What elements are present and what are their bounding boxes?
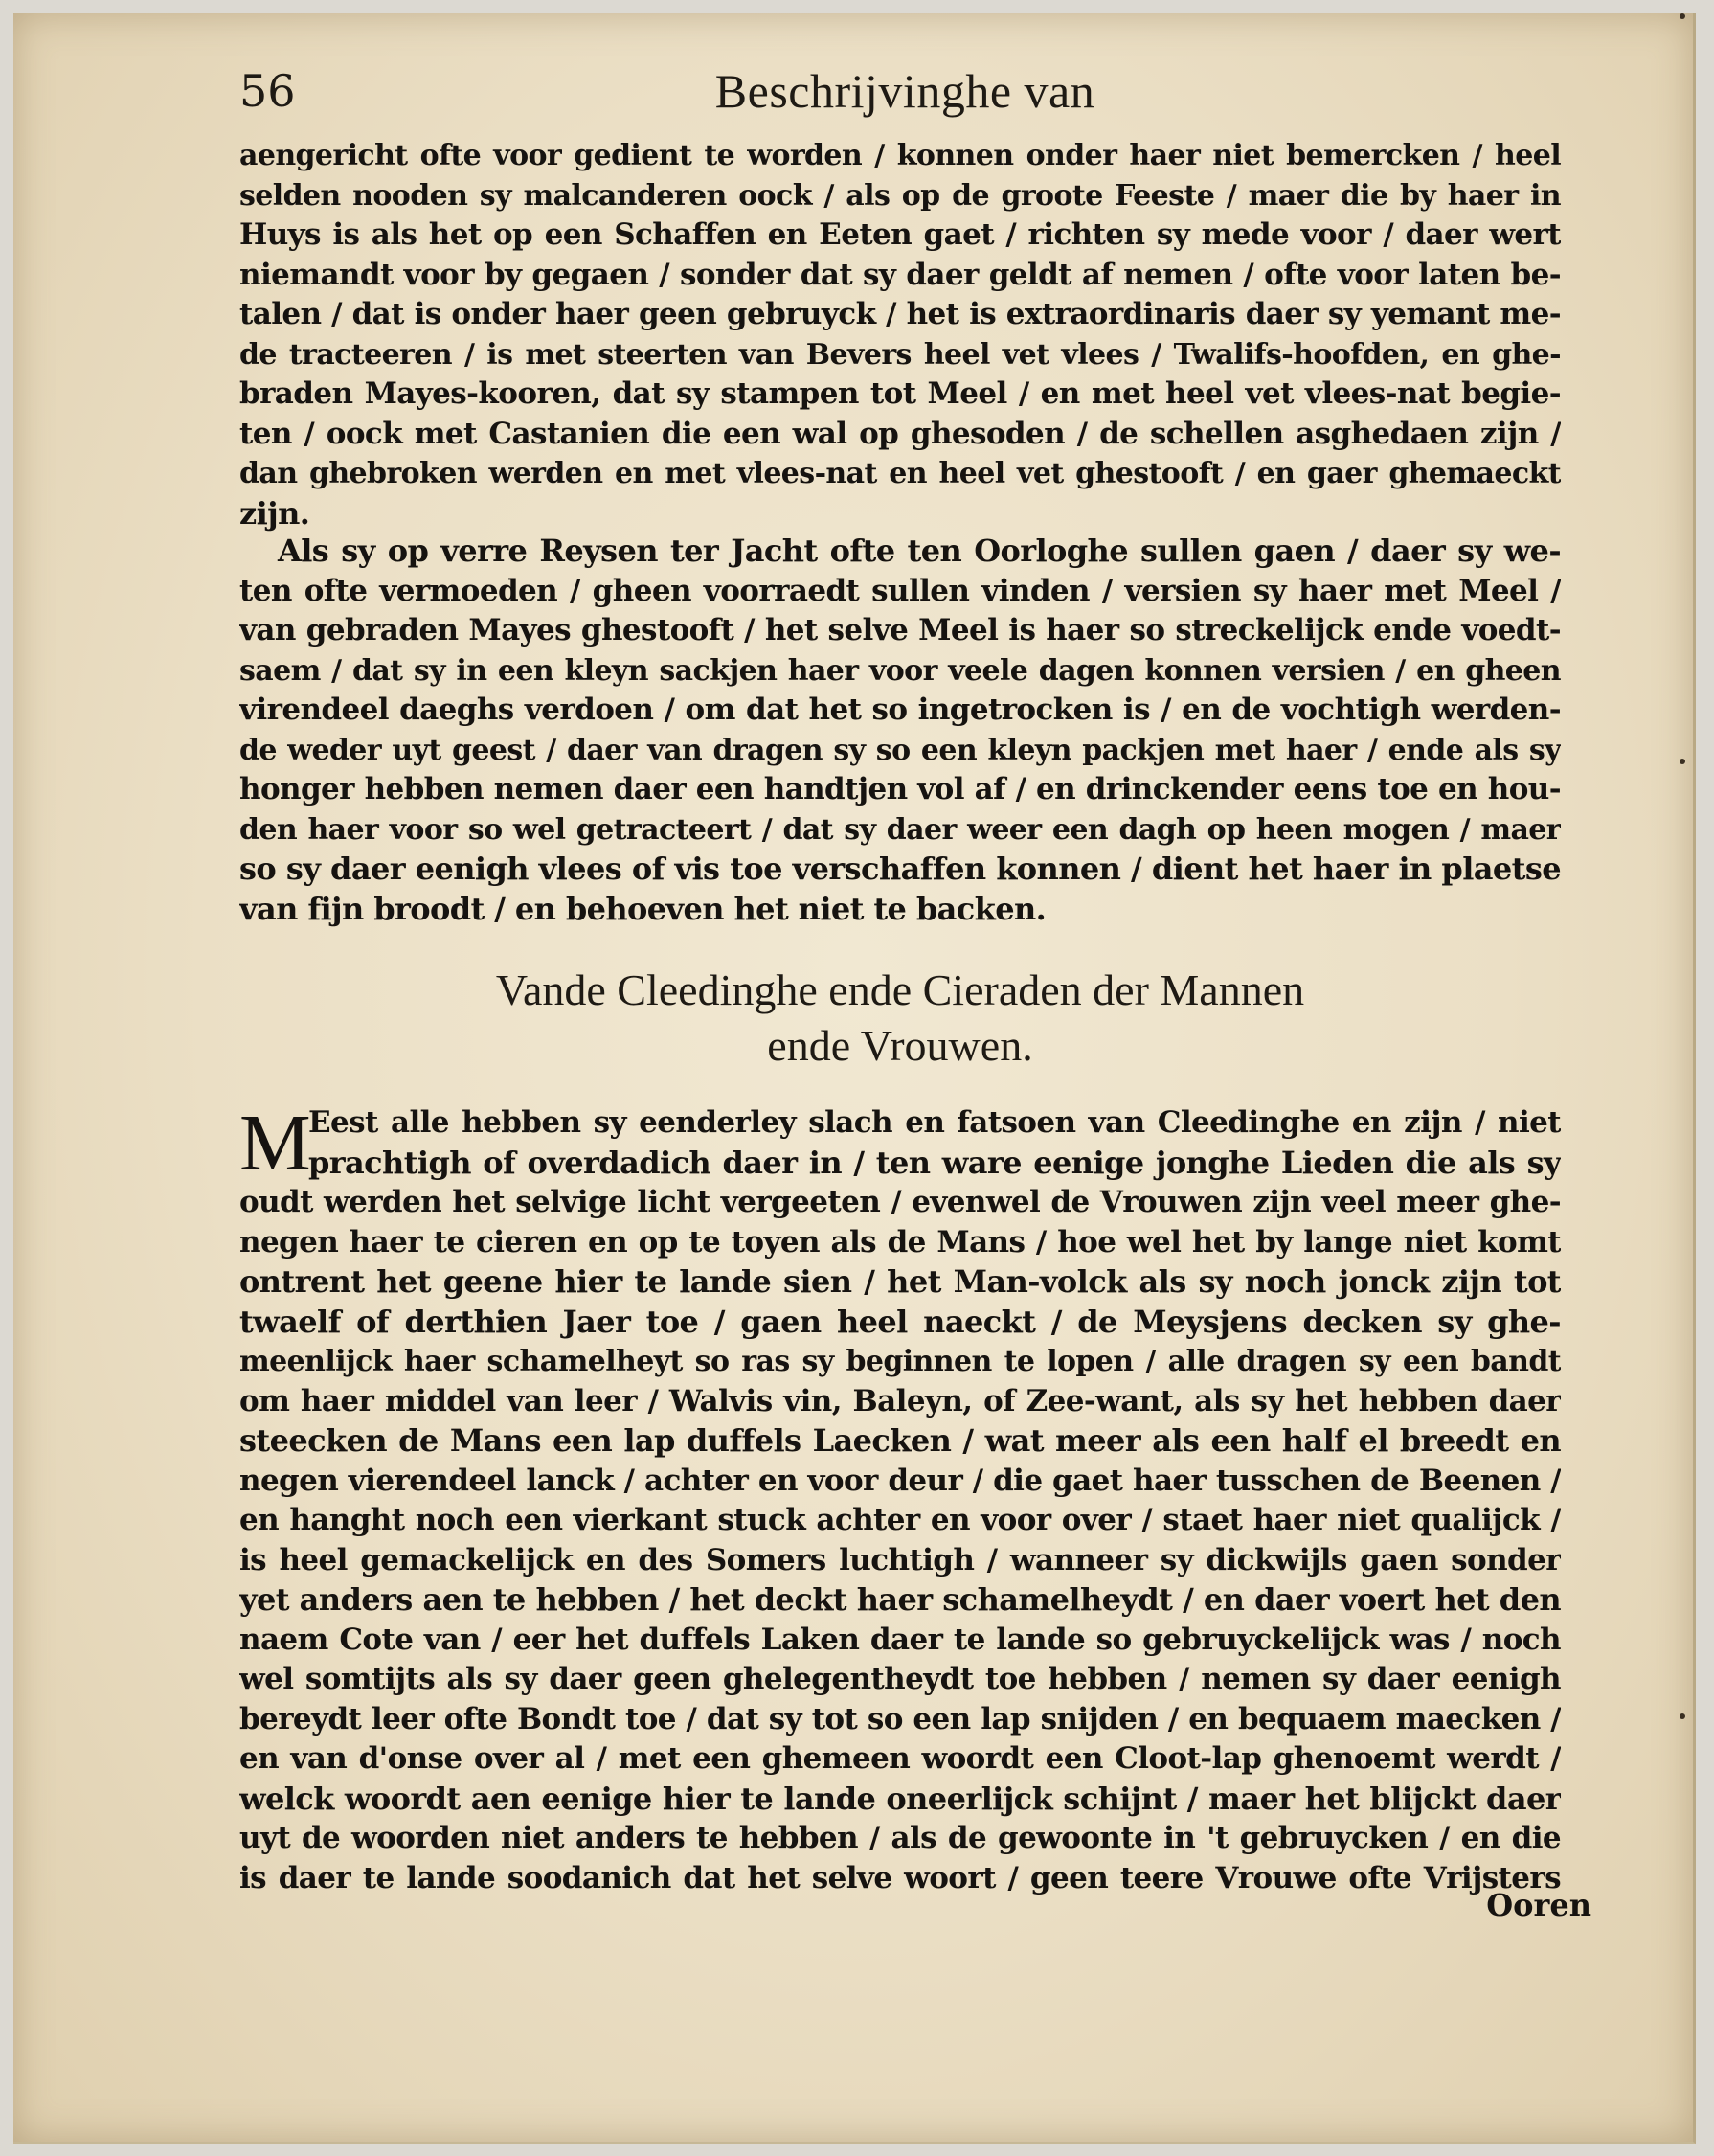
text-line: steecken de Mans een lap duffels Laecken / wat meer als een half el breedt en (239, 1422, 1561, 1459)
text-line: oudt werden het selvige licht vergeeten / evenwel de Vrouwen zijn veel meer ghe- (239, 1185, 1561, 1219)
text-line: Als sy op verre Reysen ter Jacht ofte ten Oorloghe sullen gaen / daer sy we- (278, 533, 1561, 569)
text-line: honger hebben nemen daer een handtjen vol af / en drinckender eens toe en hou- (239, 772, 1561, 806)
text-line: welck woordt aen eenige hier te lande oneerlijck schijnt / maer het blijckt daer (239, 1780, 1561, 1817)
paragraph-2 (239, 532, 1561, 929)
page-edge-mark (1680, 1713, 1685, 1719)
text-line: den haer voor so wel getracteert / dat sy daer weer een dagh op heen mogen / maer (239, 812, 1561, 847)
catchword: Ooren (1486, 1887, 1591, 1923)
text-line: twaelf of derthien Jaer toe / gaen heel naeckt / de Meysjens decken sy ghe- (239, 1303, 1561, 1340)
section-heading-line: ende Vrouwen. (767, 1021, 1033, 1070)
section-heading-line: Vande Cleedinghe ende Cieraden der Mannen (495, 965, 1305, 1014)
text-line: en hanght noch een vierkant stuck achter en voor over / staet haer niet qualijck / (239, 1503, 1561, 1537)
text-line: zijn. (239, 494, 310, 532)
text-line: talen / dat is onder haer geen gebruyck / het is extraordinaris daer sy yemant me- (239, 297, 1561, 331)
paragraph-3 (239, 1099, 1561, 1898)
text-line: negen haer te cieren en op te toyen als de Mans / hoe wel het by lange niet komt (239, 1224, 1561, 1260)
text-line: van gebraden Mayes ghestooft / het selve Meel is haer so streckelijck ende voedt- (239, 613, 1561, 647)
drop-cap-initial: M (239, 1099, 311, 1188)
text-line: saem / dat sy in een kleyn sackjen haer voor veele dagen konnen versien / en gheen (239, 653, 1561, 688)
text-line: so sy daer eenigh vlees of vis toe verschaffen konnen / dient het haer in plaetse (239, 851, 1561, 887)
text-line: aengericht ofte voor gedient te worden / konnen onder haer niet bemercken / heel (239, 139, 1561, 172)
text-line: niemandt voor by gegaen / sonder dat sy daer geldt af nemen / ofte voor laten be- (239, 257, 1561, 292)
page-header (239, 56, 1570, 132)
text-line: negen vierendeel lanck / achter en voor deur / die gaet haer tusschen de Beenen / (239, 1463, 1561, 1498)
text-line: virendeel daeghs verdoen / om dat het so ingetrocken is / en de vochtigh werden- (239, 692, 1561, 727)
text-line: meenlijck haer schamelheyt so ras sy beginnen te lopen / alle dragen sy een bandt (239, 1345, 1561, 1378)
page-edge-mark (1680, 759, 1685, 764)
text-line: om haer middel van leer / Walvis vin, Baleyn, of Zee-want, als sy het hebben daer (239, 1383, 1561, 1418)
text-line: is daer te lande soodanich dat het selve woort / geen teere Vrouwe ofte Vrijsters (239, 1860, 1561, 1895)
paragraph-1 (239, 136, 1561, 533)
text-line: selden nooden sy malcanderen oock / als op de groote Feeste / maer die by haer in (239, 178, 1561, 213)
section-heading (239, 963, 1561, 1074)
text-line: naem Cote van / eer het duffels Laken daer te lande so gebruyckelijck was / noch (239, 1622, 1561, 1657)
text-line: van fijn broodt / en behoeven het niet te backen. (239, 890, 1047, 927)
text-line: wel somtijts als sy daer geen ghelegentheydt toe hebben / nemen sy daer eenigh (239, 1662, 1561, 1696)
text-line: prachtigh of overdadich daer in / ten ware eenige jonghe Lieden die als sy (308, 1144, 1561, 1181)
text-line: ten / oock met Castanien die een wal op ghesoden / de schellen asghedaen zijn / (239, 416, 1561, 451)
text-line: ten ofte vermoeden / gheen voorraedt sullen vinden / versien sy haer met Meel / (239, 573, 1561, 608)
text-line: Eest alle hebben sy eenderley slach en fatsoen van Cleedinghe en zijn / niet (308, 1105, 1561, 1140)
text-line: bereydt leer ofte Bondt toe / dat sy tot so een lap snijden / en bequaem maecken / (239, 1701, 1561, 1736)
text-line: ontrent het geene hier te lande sien / het Man-volck als sy noch jonck zijn tot (239, 1263, 1561, 1300)
page-edge-mark (1680, 13, 1685, 19)
text-line: braden Mayes-kooren, dat sy stampen tot Meel / en met heel vet vlees-nat begie- (239, 376, 1561, 411)
text-line: de tracteeren / is met steerten van Bevers heel vet vlees / Twalifs-hoofden, en ghe- (239, 337, 1561, 372)
running-head: Beschrijvinghe van (714, 64, 1095, 118)
text-line: yet anders aen te hebben / het deckt haer schamelheydt / en daer voert het den (239, 1581, 1561, 1618)
text-line: en van d'onse over al / met een ghemeen woordt een Cloot-lap ghenoemt werdt / (239, 1741, 1561, 1776)
text-line: de weder uyt geest / daer van dragen sy so een kleyn packjen met haer / ende als sy (239, 733, 1561, 767)
text-line: dan ghebroken werden en met vlees-nat en heel vet ghestooft / en gaer ghemaeckt (239, 457, 1561, 490)
text-line: is heel gemackelijck en des Somers luchtigh / wanneer sy dickwijls gaen sonder (239, 1542, 1561, 1577)
page-number: 56 (239, 65, 296, 117)
text-line: Huys is als het op een Schaffen en Eeten gaet / richten sy mede voor / daer wert (239, 217, 1561, 252)
text-line: uyt de woorden niet anders te hebben / als de gewoonte in 't gebruycken / en die (239, 1821, 1561, 1855)
